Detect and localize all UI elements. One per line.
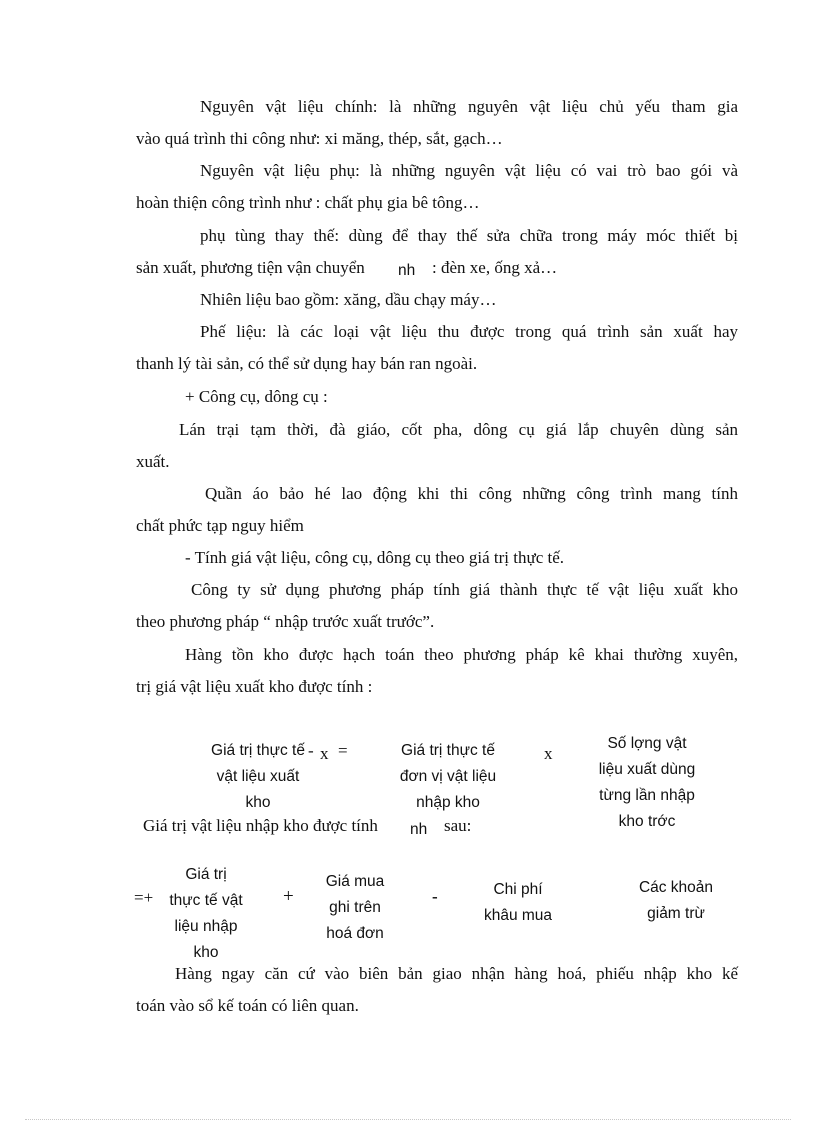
formula-text: kho [193, 944, 219, 961]
paragraph-line: chất phức tạp nguy hiểm [136, 516, 304, 535]
paragraph-line: Quần áo bảo hé lao động khi thi công những công trình mang tính [205, 484, 738, 503]
formula-text: hoá đơn [326, 925, 384, 942]
paragraph-line: Hàng tồn kho được hạch toán theo phương pháp kê khai thường xuyên, [185, 645, 738, 664]
formula-multiply-operator: x [544, 744, 553, 763]
paragraph-line: theo phương pháp “ nhập trước xuất trước”. [136, 612, 435, 631]
paragraph-line: Lán trại tạm thời, đà giáo, cốt pha, dông cụ giá lắp chuyên dùng sản [179, 420, 738, 439]
paragraph-line: Giá trị vật liệu nhập kho được tính [143, 816, 378, 835]
paragraph-line: - Tính giá vật liệu, công cụ, dông cụ theo giá trị thực tế. [185, 548, 565, 567]
paragraph-line: xuất. [136, 452, 170, 471]
paragraph-line: Nhiên liệu bao gồm: xăng, dầu chạy máy… [200, 290, 497, 309]
formula-box-deductions [620, 875, 732, 931]
text-fragment: nh [410, 821, 428, 838]
page-bottom-rule [25, 1119, 791, 1120]
paragraph-line: thanh lý tài sản, có thể sử dụng hay bán ran ngoài. [136, 354, 478, 373]
formula-text: kho trớc [618, 813, 676, 830]
formula-text: kho [245, 794, 271, 811]
paragraph-line: Phế liệu: là các loại vật liệu thu được trong quá trình sản xuất hay [200, 322, 738, 341]
formula-box-unit-value [380, 738, 516, 816]
formula-text: Chi phí [493, 881, 543, 898]
formula-text: thực tế vật [169, 892, 243, 909]
paragraph-line: : đèn xe, ống xả… [432, 258, 558, 277]
formula-equals-operator: =+ [134, 888, 154, 907]
formula-text: Giá trị [185, 866, 227, 883]
formula-text: Các khoản [638, 879, 714, 896]
formula-text: từng lần nhập [599, 787, 695, 804]
formula-box-purchase-cost [468, 877, 568, 933]
formula-text: Số lợng vật [607, 735, 687, 752]
paragraph-line: hoàn thiện công trình như : chất phụ gia bê tông… [136, 193, 480, 212]
formula-text: nhập kho [416, 794, 480, 811]
formula-text: liệu xuất dùng [598, 761, 696, 778]
formula-box-actual-value-received [160, 862, 252, 961]
formula-text: đơn vị vật liệu [399, 768, 497, 785]
paragraph-line: sản xuất, phương tiện vận chuyển [136, 258, 365, 277]
paragraph-line: toán vào sổ kế toán có liên quan. [136, 996, 359, 1015]
paragraph-line: sau: [444, 816, 472, 835]
formula-box-purchase-price [312, 869, 398, 949]
formula-text: liệu nhập [174, 918, 238, 935]
paragraph-line: Nguyên vật liệu phụ: là những nguyên vật liệu có vai trò bao gói và [200, 161, 738, 180]
paragraph-line: Nguyên vật liệu chính: là những nguyên vật liệu chủ yếu tham gia [200, 97, 738, 116]
formula-text: Giá trị thực tế [211, 742, 305, 759]
paragraph-line: Công ty sử dụng phương pháp tính giá thành thực tế vật liệu xuất kho [191, 580, 738, 599]
paragraph-line: phụ tùng thay thế: dùng để thay thế sửa chữa trong máy móc thiết bị [200, 226, 738, 245]
text-fragment: nh [398, 262, 416, 279]
section-heading: + Công cụ, dông cụ : [185, 387, 328, 406]
formula-box-actual-value-issued [196, 738, 320, 816]
formula-box-quantity [580, 731, 714, 830]
formula-text: Giá mua [325, 873, 385, 890]
paragraph-line: vào quá trình thi công như: xi măng, thép, sắt, gạch… [136, 129, 503, 148]
paragraph-line: trị giá vật liệu xuất kho được tính : [136, 677, 373, 696]
formula-text: Giá trị thực tế [401, 742, 495, 759]
formula-text: giảm trừ [647, 905, 705, 922]
formula-minus-operator: - [432, 887, 438, 906]
formula-text: vật liệu xuất [216, 768, 300, 785]
formula-text: khâu mua [483, 907, 553, 924]
paragraph-line: Hàng ngay căn cứ vào biên bản giao nhận hàng hoá, phiếu nhập kho kế [175, 964, 738, 983]
formula-dash: - [308, 741, 314, 760]
formula-multiply-operator: x [320, 744, 329, 763]
formula-plus-operator: + [283, 886, 294, 907]
formula-equals-operator: = [338, 741, 348, 760]
formula-text: ghi trên [329, 899, 381, 916]
